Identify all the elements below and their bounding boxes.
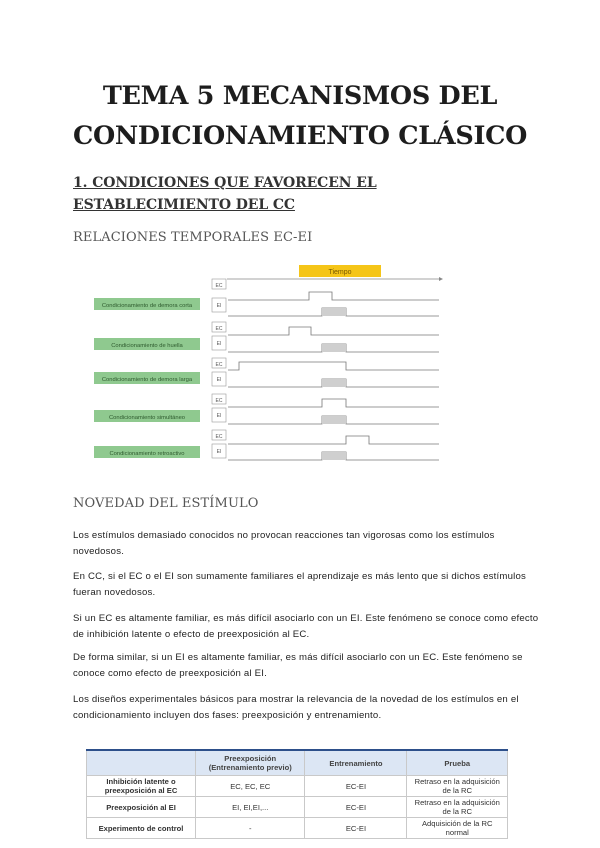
table-row	[87, 797, 508, 818]
table-row	[87, 776, 508, 797]
ei-pulse	[322, 452, 346, 460]
ec-tag-text: EC	[215, 326, 223, 332]
ei-tag-text: EI	[216, 413, 222, 419]
table-row-header: Inhibición latente o preexposición al EC	[87, 776, 196, 797]
subheading-stimulus-novelty: NOVEDAD DEL ESTÍMULO	[73, 496, 259, 511]
table-header-cell	[87, 750, 196, 776]
ei-tag-text: EI	[216, 303, 222, 309]
table-cell: EC, EC, EC	[196, 776, 305, 797]
row-label: Condicionamiento de demora larga	[101, 377, 193, 383]
ei-tag-text: EI	[216, 341, 222, 347]
page-title: TEMA 5 MECANISMOS DEL CONDICIONAMIENTO CLÁSICO	[72, 81, 528, 151]
ei-pulse	[322, 379, 346, 387]
row-label: Condicionamiento de huella	[111, 343, 183, 349]
table-cell: EC-EI	[305, 797, 407, 818]
ec-tag-text: EC	[215, 283, 223, 289]
table-cell: EI, EI,EI,...	[196, 797, 305, 818]
table-header-cell: Prueba	[407, 750, 508, 776]
table-header-row	[87, 750, 508, 776]
row-label: Condicionamiento de demora corta	[101, 303, 193, 309]
section-heading: 1. CONDICIONES QUE FAVORECEN EL ESTABLECIMIENTO DEL CC	[73, 175, 377, 213]
paragraph: En CC, si el EC o el EI son sumamente familiares el aprendizaje es más lento que si dichos estímulos fueran novedosos.	[73, 571, 526, 598]
row-label: Condicionamiento simultáneo	[108, 415, 186, 421]
ec-signal	[228, 362, 439, 370]
paragraph: De forma similar, si un EI es altamente familiar, es más difícil asociarlo con un EC. Este fenómeno se conoce como efecto de preexposición al EI.	[73, 652, 523, 679]
table-cell: EC-EI	[305, 776, 407, 797]
ec-tag-text: EC	[215, 362, 223, 368]
table-row-header: Preexposición al EI	[87, 797, 196, 818]
temporal-relations-diagram	[94, 262, 444, 472]
table-cell: Retraso en la adquisición de la RC	[407, 797, 508, 818]
paragraph: Si un EC es altamente familiar, es más difícil asociarlo con un EI. Este fenómeno se conoce como efecto de inhibición latente o efecto de preexposición al EC.	[73, 613, 539, 640]
ec-signal	[228, 292, 439, 300]
ei-tag-text: EI	[216, 377, 222, 383]
table-cell: EC-EI	[305, 818, 407, 839]
ec-signal	[228, 436, 439, 444]
time-label: Tiempo	[328, 269, 352, 276]
novelty-design-table	[86, 749, 508, 839]
ec-signal	[228, 327, 439, 335]
table-header-cell: Preexposición (Entrenamiento previo)	[196, 750, 305, 776]
ei-pulse	[322, 308, 346, 316]
table-row-header: Experimento de control	[87, 818, 196, 839]
ei-tag-text: EI	[216, 449, 222, 455]
ec-signal	[228, 399, 439, 407]
ei-pulse	[322, 344, 346, 352]
table-cell: -	[196, 818, 305, 839]
table-cell: Retraso en la adquisición de la RC	[407, 776, 508, 797]
subheading-temporal-relations: RELACIONES TEMPORALES EC-EI	[73, 230, 313, 245]
table-header-cell: Entrenamiento	[305, 750, 407, 776]
paragraph: Los diseños experimentales básicos para mostrar la relevancia de la novedad de los estímulos en el condicionamiento incluyen dos fases: preexposición y entrenamiento.	[73, 694, 519, 721]
ec-tag-text: EC	[215, 398, 223, 404]
paragraph: Los estímulos demasiado conocidos no provocan reacciones tan vigorosas como los estímulos novedosos.	[73, 530, 495, 557]
table-row	[87, 818, 508, 839]
ec-tag-text: EC	[215, 434, 223, 440]
row-label: Condicionamiento retroactivo	[109, 451, 185, 457]
ei-pulse	[322, 416, 346, 424]
time-arrow-icon	[439, 277, 443, 281]
table-cell: Adquisición de la RC normal	[407, 818, 508, 839]
